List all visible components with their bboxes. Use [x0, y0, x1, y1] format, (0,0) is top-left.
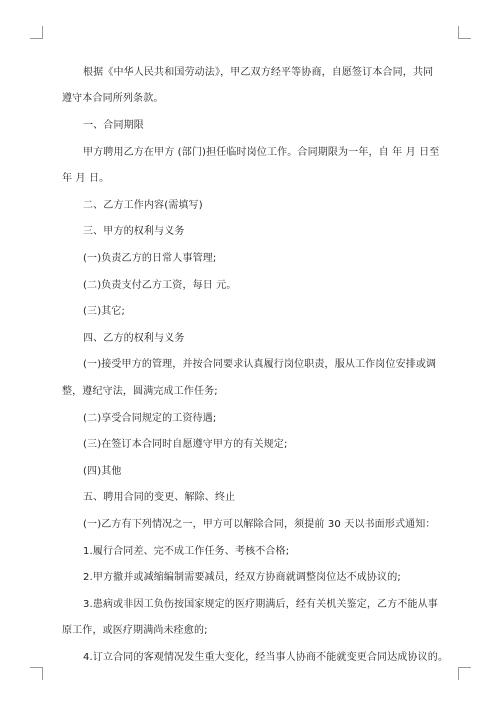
clause-4-4: (四)其他	[83, 466, 122, 477]
section-heading-1: 一、合同期限	[83, 120, 144, 131]
clause-5-1-item-3-cont: 原工作，或医疗期满尚未痊愈的;	[62, 625, 208, 636]
clause-3-3: (三)其它;	[83, 306, 126, 317]
clause-3-1: (一)负责乙方的日常人事管理;	[83, 253, 217, 264]
crop-mark-bottom-left	[30, 667, 43, 680]
section-heading-2: 二、乙方工作内容(需填写)	[83, 200, 203, 211]
clause-4-2: (二)享受合同规定的工资待遇;	[83, 413, 217, 424]
crop-mark-top-right	[458, 26, 471, 39]
section-heading-4: 四、乙方的权利与义务	[83, 333, 185, 344]
clause-4-3: (三)在签订本合同时自愿遵守甲方的有关规定;	[83, 439, 288, 450]
crop-mark-top-left	[30, 26, 43, 39]
section-heading-3: 三、甲方的权利与义务	[83, 226, 185, 237]
paragraph-preamble-cont: 遵守本合同所列条款。	[62, 93, 164, 104]
paragraph-term: 甲方聘用乙方在甲方 (部门)担任临时岗位工作。合同期限为一年，自 年 月 日至	[83, 147, 440, 158]
paragraph-term-cont: 年 月 日。	[62, 173, 110, 184]
clause-4-1-cont: 整，遵纪守法，圆满完成工作任务;	[62, 386, 218, 397]
clause-5-1: (一)乙方有下列情况之一，甲方可以解除合同，须提前 30 天以书面形式通知：	[83, 519, 436, 530]
crop-mark-bottom-right	[458, 667, 471, 680]
clause-5-1-item-3: 3.患病或非因工负伤按国家规定的医疗期满后，经有关机关鉴定，乙方不能从事	[83, 599, 438, 610]
clause-4-1: (一)接受甲方的管理，并按合同要求认真履行岗位职责，服从工作岗位安排或调	[83, 359, 437, 370]
clause-3-2: (二)负责支付乙方工资，每日 元。	[83, 280, 237, 291]
clause-5-1-item-4: 4.订立合同的客观情况发生重大变化，经当事人协商不能就变更合同达成协议的。	[83, 652, 449, 663]
clause-5-1-item-2: 2.甲方撤并或减缩编制需要减员，经双方协商就调整岗位达不成协议的;	[83, 572, 401, 583]
paragraph-preamble: 根据《中华人民共和国劳动法》，甲乙双方经平等协商，自愿签订本合同，共同	[83, 67, 434, 78]
section-heading-5: 五、聘用合同的变更、解除、终止	[83, 492, 236, 503]
clause-5-1-item-1: 1.履行合同差、完不成工作任务、考核不合格;	[83, 546, 290, 557]
